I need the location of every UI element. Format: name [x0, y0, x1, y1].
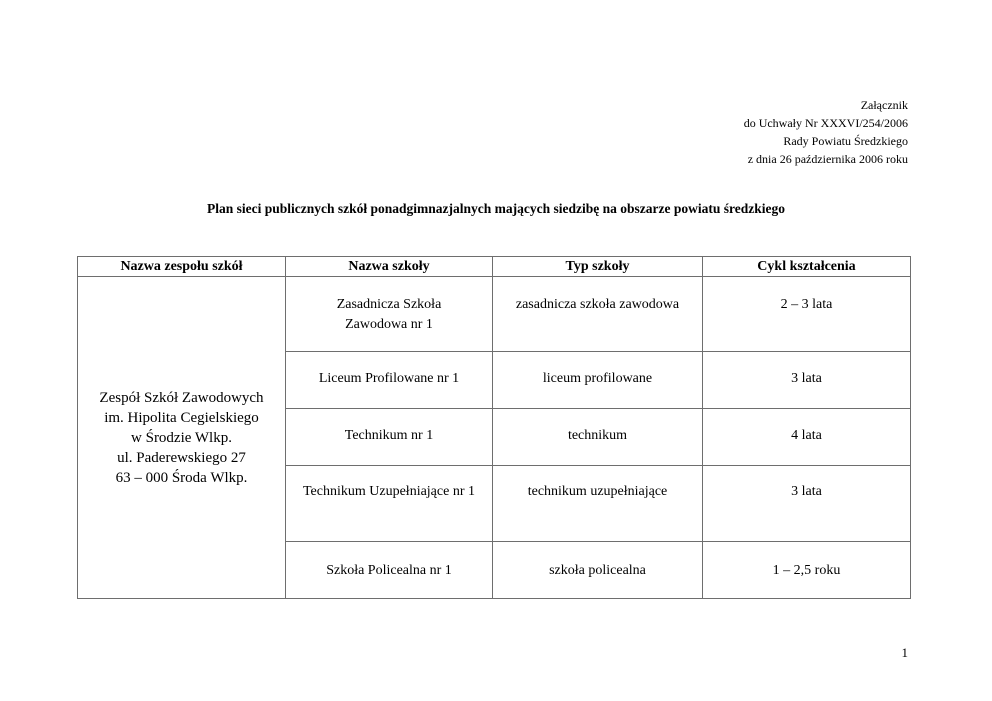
annex-line-date: z dnia 26 października 2006 roku: [747, 152, 908, 166]
school-name-cell: Technikum Uzupełniające nr 1: [286, 466, 493, 542]
group-postal: 63 – 000 Środa Wlkp.: [115, 469, 248, 486]
schools-table: [77, 256, 911, 599]
school-group-cell: [78, 277, 286, 599]
table-header-row: [78, 257, 911, 277]
school-name-cell: Zasadnicza Szkoła Zawodowa nr 1: [286, 277, 493, 352]
school-cycle-cell: 4 lata: [703, 409, 911, 466]
annex-header: [744, 96, 908, 168]
school-type-cell: liceum profilowane: [493, 352, 703, 409]
school-cycle-cell: 3 lata: [703, 352, 911, 409]
group-name: Zespół Szkół Zawodowych: [99, 389, 264, 406]
school-name-cell: Liceum Profilowane nr 1: [286, 352, 493, 409]
school-cycle-cell: 2 – 3 lata: [703, 277, 911, 352]
school-cycle-cell: 1 – 2,5 roku: [703, 542, 911, 599]
annex-line-council: Rady Powiatu Średzkiego: [783, 134, 908, 148]
school-cycle-cell: 3 lata: [703, 466, 911, 542]
school-name-cell: Technikum nr 1: [286, 409, 493, 466]
school-type-cell: technikum: [493, 409, 703, 466]
column-header-cycle: Cykl kształcenia: [703, 257, 911, 277]
annex-line-title: Załącznik: [860, 98, 908, 112]
column-header-school: Nazwa szkoły: [286, 257, 493, 277]
school-name-cell: Szkoła Policealna nr 1: [286, 542, 493, 599]
annex-line-resolution: do Uchwały Nr XXXVI/254/2006: [743, 116, 908, 130]
column-header-group: Nazwa zespołu szkół: [78, 257, 286, 277]
table-row: [78, 277, 911, 352]
group-patron: im. Hipolita Cegielskiego: [104, 409, 259, 426]
school-type-cell: technikum uzupełniające: [493, 466, 703, 542]
group-street: ul. Paderewskiego 27: [117, 449, 246, 466]
school-type-cell: szkoła policealna: [493, 542, 703, 599]
document-title: Plan sieci publicznych szkół ponadgimnazjalnych mających siedzibę na obszarze powiatu średzkiego: [206, 201, 785, 216]
group-city: w Środzie Wlkp.: [131, 429, 232, 446]
page-number: 1: [901, 645, 908, 660]
column-header-type: Typ szkoły: [493, 257, 703, 277]
school-type-cell: zasadnicza szkoła zawodowa: [493, 277, 703, 352]
